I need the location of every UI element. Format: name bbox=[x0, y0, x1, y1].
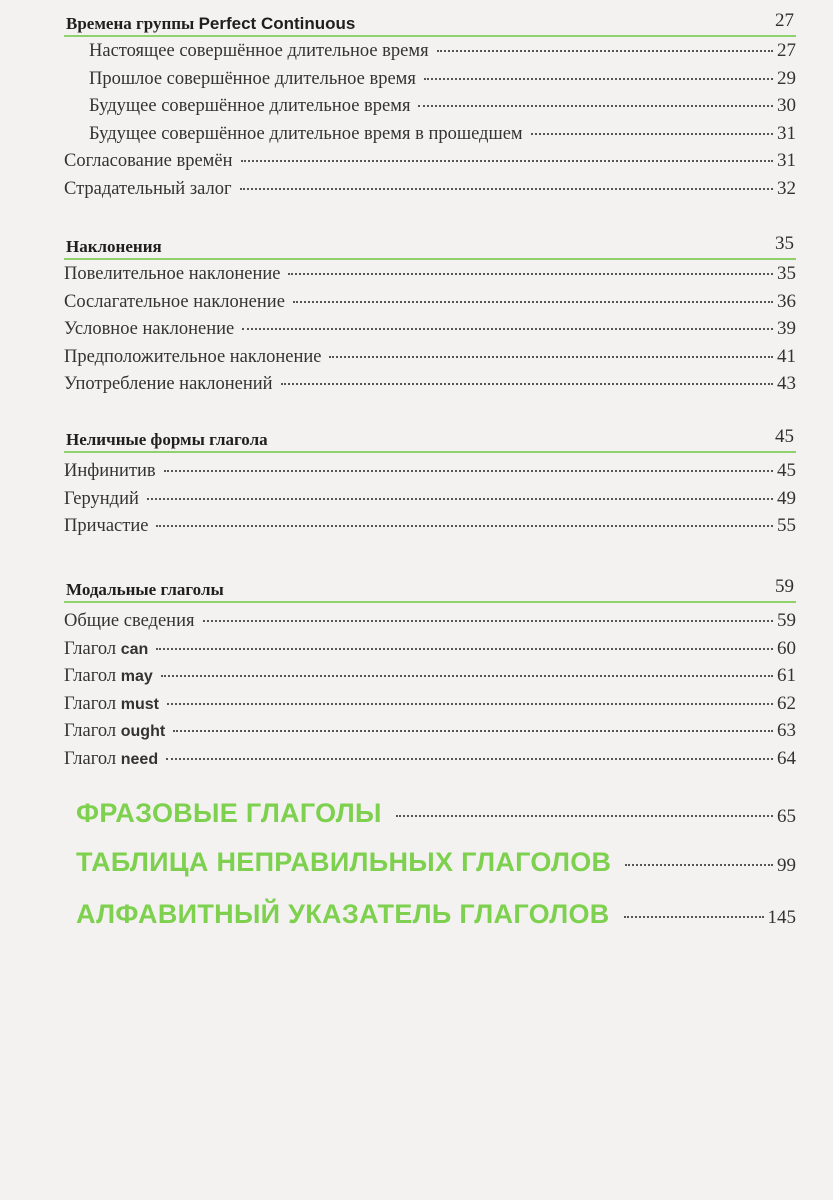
verb-keyword: must bbox=[120, 695, 159, 713]
toc-entry[interactable] bbox=[64, 68, 796, 96]
dot-leader bbox=[625, 863, 773, 866]
section-title: Времена группы Perfect Continuous bbox=[66, 14, 356, 33]
section-title: Неличные формы глагола bbox=[66, 430, 268, 449]
toc-section-moods bbox=[64, 228, 796, 401]
entry-title: Инфинитив bbox=[64, 461, 156, 481]
entry-page-number: 36 bbox=[777, 290, 796, 312]
dot-leader bbox=[531, 132, 773, 135]
dot-leader bbox=[161, 674, 773, 677]
entry-page-number: 59 bbox=[777, 610, 796, 631]
entry-title: Предположительное наклонение bbox=[64, 346, 322, 367]
verb-keyword: need bbox=[120, 750, 159, 768]
chapter-page-number: 99 bbox=[777, 855, 796, 876]
toc-chapter-verb-index[interactable] bbox=[76, 899, 796, 930]
toc-entry[interactable] bbox=[64, 318, 796, 346]
verb-keyword: ought bbox=[120, 723, 166, 740]
toc-entry[interactable] bbox=[64, 95, 796, 123]
entry-page-number: 55 bbox=[777, 515, 796, 536]
dot-leader bbox=[203, 619, 774, 622]
dot-leader bbox=[288, 272, 773, 275]
chapter-title: ФРАЗОВЫЕ ГЛАГОЛЫ bbox=[76, 798, 382, 828]
entry-title: Глагол can bbox=[64, 638, 149, 659]
entry-title: Общие сведения bbox=[64, 611, 195, 631]
entry-title: Повелительное наклонение bbox=[64, 264, 281, 284]
entry-page-number: 60 bbox=[777, 637, 796, 659]
toc-entry[interactable] bbox=[64, 123, 796, 151]
entry-title: Употребление наклонений bbox=[64, 374, 273, 394]
dot-leader bbox=[156, 647, 773, 650]
section-page-number: 27 bbox=[775, 10, 794, 31]
dot-leader bbox=[166, 757, 773, 760]
dot-leader bbox=[624, 915, 764, 918]
toc-section-modal-verbs bbox=[64, 571, 796, 775]
chapter-title: АЛФАВИТНЫЙ УКАЗАТЕЛЬ ГЛАГОЛОВ bbox=[76, 899, 610, 929]
entry-title: Глагол may bbox=[64, 666, 153, 686]
dot-leader bbox=[240, 187, 773, 190]
entry-page-number: 41 bbox=[777, 345, 796, 367]
toc-entry[interactable] bbox=[64, 373, 796, 401]
entry-title: Причастие bbox=[64, 516, 149, 536]
dot-leader bbox=[396, 814, 773, 817]
entry-page-number: 45 bbox=[777, 460, 796, 481]
entry-page-number: 39 bbox=[777, 318, 796, 339]
entry-title: Глагол ought bbox=[64, 721, 166, 741]
toc-entry[interactable] bbox=[64, 178, 796, 206]
entry-title: Страдательный залог bbox=[64, 178, 232, 199]
toc-section-perfect-continuous bbox=[64, 5, 796, 205]
entry-page-number: 63 bbox=[777, 720, 796, 741]
toc-entry[interactable] bbox=[64, 748, 796, 776]
entry-page-number: 61 bbox=[777, 665, 796, 686]
toc-entry[interactable] bbox=[64, 460, 796, 488]
toc-entry[interactable] bbox=[64, 720, 796, 748]
section-title: Модальные глаголы bbox=[66, 580, 224, 599]
dot-leader bbox=[293, 300, 773, 303]
dot-leader bbox=[173, 729, 773, 732]
dot-leader bbox=[424, 77, 773, 80]
section-header[interactable] bbox=[64, 571, 796, 603]
toc-entry[interactable] bbox=[64, 515, 796, 543]
toc-chapter-phrasal-verbs[interactable] bbox=[76, 798, 796, 829]
dot-leader bbox=[242, 327, 773, 330]
dot-leader bbox=[437, 49, 773, 52]
toc-chapter-irregular-verbs-table[interactable] bbox=[76, 847, 796, 878]
entry-page-number: 43 bbox=[777, 373, 796, 394]
toc-entry[interactable] bbox=[64, 263, 796, 291]
entry-page-number: 49 bbox=[777, 487, 796, 509]
toc-entry[interactable] bbox=[64, 665, 796, 693]
toc-entry[interactable] bbox=[64, 610, 796, 638]
toc-entry[interactable] bbox=[64, 346, 796, 374]
entry-page-number: 31 bbox=[777, 150, 796, 171]
toc-section-nonfinite-forms bbox=[64, 421, 796, 543]
dot-leader bbox=[167, 702, 773, 705]
dot-leader bbox=[281, 382, 773, 385]
entry-page-number: 32 bbox=[777, 177, 796, 199]
dot-leader bbox=[329, 355, 773, 358]
chapter-page-number: 145 bbox=[767, 907, 796, 928]
dot-leader bbox=[156, 524, 773, 527]
section-title: Наклонения bbox=[66, 237, 162, 256]
entry-page-number: 62 bbox=[777, 692, 796, 714]
section-page-number: 59 bbox=[775, 576, 794, 597]
entry-title: Согласование времён bbox=[64, 151, 233, 171]
section-page-number: 45 bbox=[775, 426, 794, 447]
chapter-page-number: 65 bbox=[777, 806, 796, 827]
entry-title: Будущее совершённое длительное время в прошедшем bbox=[89, 123, 523, 144]
entry-page-number: 64 bbox=[777, 747, 796, 769]
toc-entry[interactable] bbox=[64, 150, 796, 178]
dot-leader bbox=[241, 159, 774, 162]
entry-title: Глагол must bbox=[64, 693, 159, 714]
entry-page-number: 27 bbox=[777, 40, 796, 61]
toc-entry[interactable] bbox=[64, 488, 796, 516]
entry-title: Глагол need bbox=[64, 748, 159, 769]
dot-leader bbox=[147, 497, 773, 500]
entry-page-number: 31 bbox=[777, 122, 796, 144]
verb-keyword: may bbox=[120, 668, 153, 685]
dot-leader bbox=[164, 469, 773, 472]
entry-page-number: 29 bbox=[777, 67, 796, 89]
entry-title: Сослагательное наклонение bbox=[64, 291, 285, 312]
toc-entry[interactable] bbox=[64, 693, 796, 721]
chapter-title: ТАБЛИЦА НЕПРАВИЛЬНЫХ ГЛАГОЛОВ bbox=[76, 847, 612, 877]
section-header[interactable] bbox=[64, 421, 796, 453]
dot-leader bbox=[418, 104, 773, 107]
toc-entry[interactable] bbox=[64, 291, 796, 319]
toc-entry[interactable] bbox=[64, 638, 796, 666]
toc-entry[interactable] bbox=[64, 40, 796, 68]
entry-title: Будущее совершённое длительное время bbox=[89, 96, 411, 116]
entry-title: Условное наклонение bbox=[64, 319, 235, 339]
verb-keyword: can bbox=[120, 640, 149, 658]
entry-title: Прошлое совершённое длительное время bbox=[89, 68, 416, 89]
section-header[interactable] bbox=[64, 228, 796, 260]
entry-page-number: 30 bbox=[777, 95, 796, 116]
entry-title: Герундий bbox=[64, 488, 139, 509]
entry-page-number: 35 bbox=[777, 263, 796, 284]
entry-title: Настоящее совершённое длительное время bbox=[89, 41, 429, 61]
section-header[interactable] bbox=[64, 5, 796, 37]
section-page-number: 35 bbox=[775, 233, 794, 254]
